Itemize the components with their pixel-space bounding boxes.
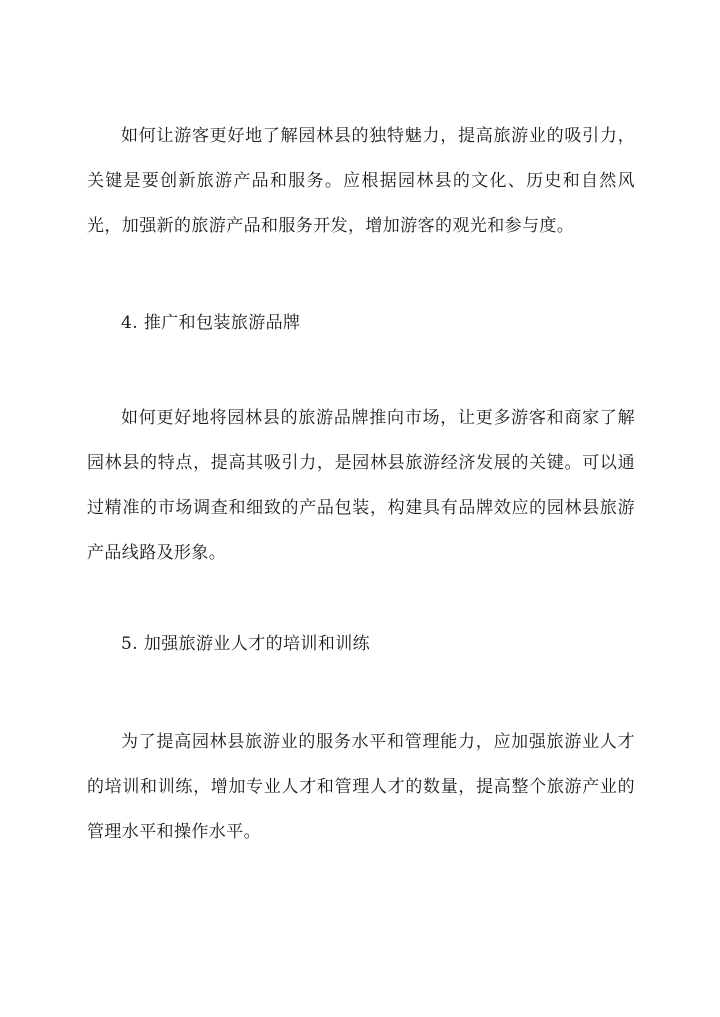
paragraph-talent-training: 为了提高园林县旅游业的服务水平和管理能力，应加强旅游业人才的培训和训练，增加专业人才和管理人才的数量，提高整个旅游产业的管理水平和操作水平。 bbox=[87, 732, 635, 842]
section-heading-4: 4. 推广和包装旅游品牌 bbox=[121, 313, 301, 333]
section-heading-5: 5. 加强旅游业人才的培训和训练 bbox=[121, 634, 371, 654]
paragraph-brand-promotion: 如何更好地将园林县的旅游品牌推向市场，让更多游客和商家了解园林县的特点，提高其吸引力，是园林县旅游经济发展的关键。可以通过精准的市场调查和细致的产品包装，构建具有品牌效应的园林县旅游产品线路及形象。 bbox=[87, 408, 635, 563]
paragraph-innovation: 如何让游客更好地了解园林县的独特魅力，提高旅游业的吸引力，关键是要创新旅游产品和服务。应根据园林县的文化、历史和自然风光，加强新的旅游产品和服务开发，增加游客的观光和参与度。 bbox=[87, 126, 635, 236]
